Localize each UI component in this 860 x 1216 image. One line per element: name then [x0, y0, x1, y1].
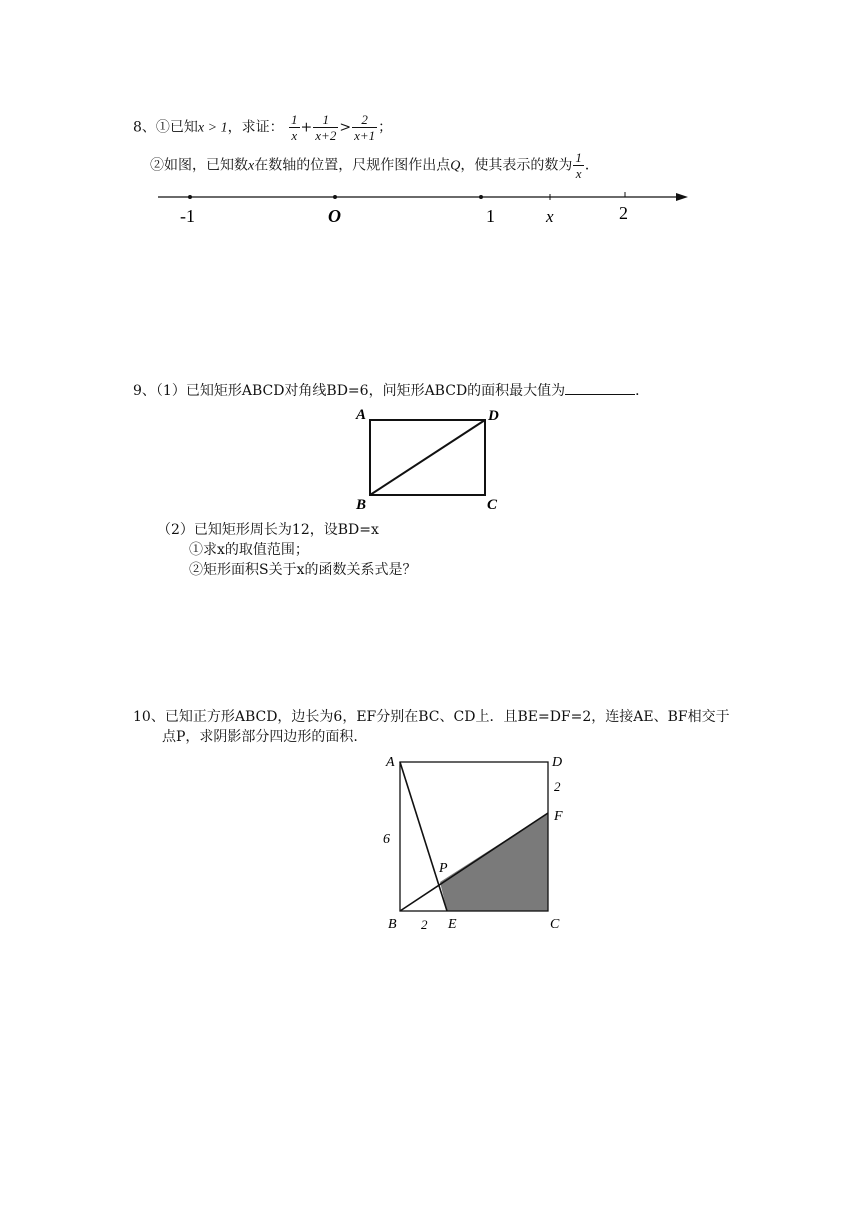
- label-f: F: [554, 809, 563, 824]
- label-1: 1: [486, 206, 495, 226]
- tick-neg1: [188, 195, 192, 199]
- q8-part2-end: ．: [584, 157, 599, 174]
- q10-square-figure: [375, 748, 575, 938]
- q8-number: 8、: [133, 119, 156, 136]
- number-line-arrow-icon: [676, 193, 688, 201]
- label-b: B: [388, 917, 397, 932]
- q9-sub1: ①求x的取值范围；: [189, 542, 309, 558]
- q9-part1: [133, 380, 649, 401]
- label-2: 2: [619, 203, 628, 223]
- q8-gt: >: [339, 119, 352, 136]
- label-a: A: [386, 755, 395, 770]
- diagonal-bd: [370, 420, 485, 495]
- q10-line1-text: 已知正方形ABCD，边长为6，EF分别在BC、CD上．且BE=DF=2，连接AE、BF相交于: [164, 709, 730, 725]
- q8-line2: [150, 150, 599, 181]
- q8-line1: [133, 112, 392, 143]
- label-d: D: [552, 755, 563, 770]
- q10-line2: 点P，求阴影部分四边形的面积.: [162, 729, 358, 745]
- q8-part1-cond: x > 1: [197, 120, 228, 136]
- q8-number-line: [150, 185, 695, 230]
- q9-answer-blank: [565, 380, 635, 395]
- label-df-2: 2: [554, 779, 561, 794]
- q8-part2-mid2: ，使其表示的数为: [460, 157, 573, 174]
- q8-fraction-2: $\frac{1}{x+2}$: [315, 112, 337, 143]
- q8-fraction-1: $\frac{1}{x}$: [291, 112, 298, 143]
- shaded-quadrilateral: [440, 813, 548, 911]
- q8-fraction-3: $\frac{2}{x+1}$: [354, 112, 376, 143]
- q9-sub2: ②矩形面积S关于x的函数关系式是？: [189, 562, 417, 578]
- q9-number: 9、: [133, 383, 156, 399]
- tick-1: [479, 195, 483, 199]
- label-d: D: [488, 408, 499, 424]
- label-neg1: -1: [180, 206, 195, 226]
- label-e: E: [448, 917, 457, 932]
- q9-rectangle-figure: [350, 402, 510, 516]
- q8-part2-var: x: [248, 158, 255, 174]
- tick-origin: [333, 195, 337, 199]
- q10-line1: [133, 707, 730, 727]
- q8-part2-point: Q: [450, 158, 461, 174]
- label-side-6: 6: [383, 832, 390, 847]
- q8-part1-prefix: ①已知: [155, 119, 198, 136]
- q8-part2-mid: 在数轴的位置，尺规作图作出点: [254, 157, 451, 174]
- q9-part1-end: ．: [635, 383, 650, 399]
- q8-plus: +: [300, 119, 313, 136]
- label-be-2: 2: [421, 917, 428, 932]
- q8-part1-mid: ，求证：: [227, 119, 284, 136]
- q8-part1-end: ；: [378, 119, 393, 136]
- label-c: C: [550, 917, 560, 932]
- label-x: x: [546, 207, 554, 226]
- label-p: P: [439, 861, 448, 876]
- q10-number: 10、: [133, 709, 165, 725]
- label-origin: O: [328, 206, 341, 226]
- q9-part1-text: （1）已知矩形ABCD对角线BD=6，问矩形ABCD的面积最大值为: [155, 383, 566, 399]
- q9-part2: （2）已知矩形周长为12，设BD=x: [157, 522, 379, 538]
- q8-fraction-4: $\frac{1}{x}$: [575, 150, 582, 181]
- label-a: A: [356, 407, 367, 423]
- segment-ae: [400, 762, 447, 911]
- q8-part2-prefix: ②如图，已知数: [150, 157, 248, 174]
- label-b: B: [356, 497, 367, 513]
- label-c: C: [487, 497, 498, 513]
